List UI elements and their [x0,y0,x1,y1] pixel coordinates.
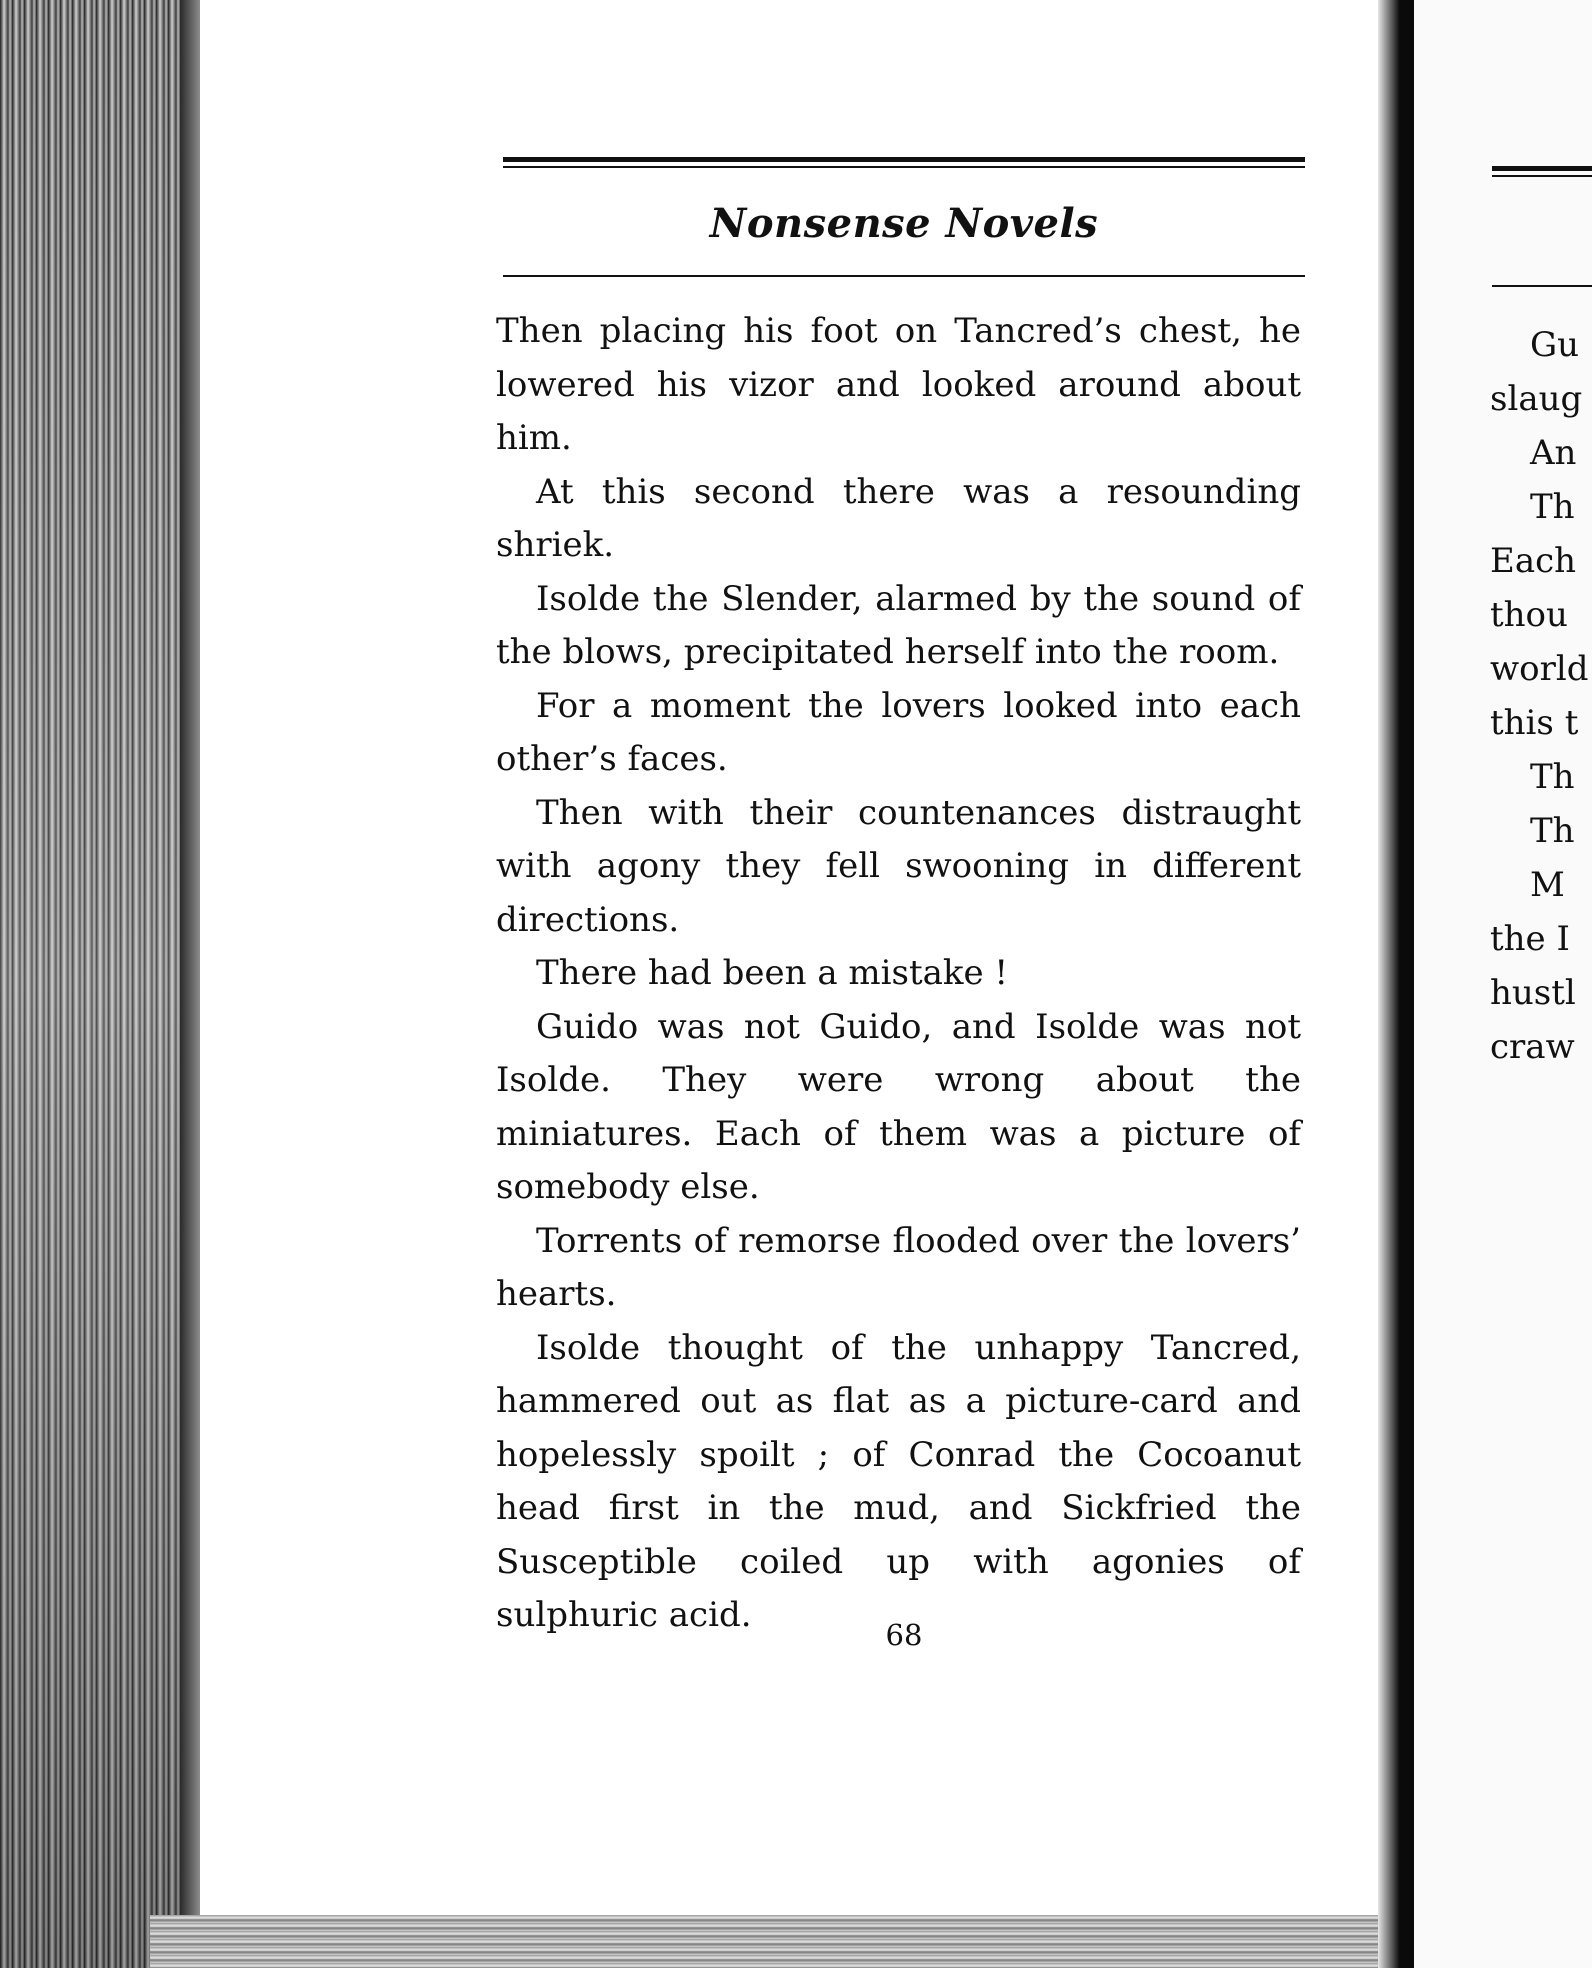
page-edges [0,0,196,1968]
right-line: Th [1530,757,1575,797]
right-line: thou [1490,595,1568,635]
paragraph: There had been a mistake ! [536,953,1009,993]
header-underline [503,275,1305,277]
paragraph: At this second there was a resounding shriek. [496,471,1301,565]
paragraph: Isolde thought of the unhappy Tancred, hammered out as flat as a picture-card and hopelessly spoilt ; of Conrad the Cocoanut head first in the mud, and Sickfried the Susceptible coiled up with agonies of sulphuric acid. [496,1327,1301,1635]
paragraph: Guido was not Guido, and Isolde was not Isolde. They were wrong about the miniatures. Each of them was a picture of somebody else. [496,1006,1301,1207]
right-header-underline [1492,285,1592,287]
right-line: this t [1490,703,1579,743]
right-header-rule-thick [1492,166,1592,171]
paragraph: Then placing his foot on Tancred’s chest, he lowered his vizor and looked around about him. [496,311,1301,458]
right-line: An [1530,433,1577,473]
right-line: Th [1530,811,1575,851]
right-line: slaug [1490,379,1583,419]
paragraph: Torrents of remorse flooded over the lovers’ hearts. [496,1220,1301,1314]
paragraph: Isolde the Slender, alarmed by the sound of the blows, precipitated herself into the room. [496,578,1301,672]
header-rule-thin [503,166,1305,168]
book-gutter [1378,0,1414,1968]
paragraph: For a moment the lovers looked into each other’s faces. [496,685,1301,779]
right-line: hustl [1490,973,1576,1013]
body-text [496,305,1301,1643]
right-line: Gu [1530,325,1580,365]
running-head: Nonsense Novels [709,200,1099,247]
right-line: M [1530,865,1565,905]
right-line: Each [1490,541,1577,581]
page-bottom-edge [150,1915,1410,1968]
right-header-rule-thin [1492,175,1592,177]
right-line: craw [1490,1027,1575,1067]
right-line: world [1490,649,1589,689]
right-line: the I [1490,919,1570,959]
header-rule-thick [503,157,1305,162]
right-page-text [1490,318,1592,1074]
right-line: Th [1530,487,1575,527]
page-number: 68 [885,1618,923,1652]
paragraph: Then with their countenances distraught with agony they fell swooning in different directions. [496,792,1301,940]
